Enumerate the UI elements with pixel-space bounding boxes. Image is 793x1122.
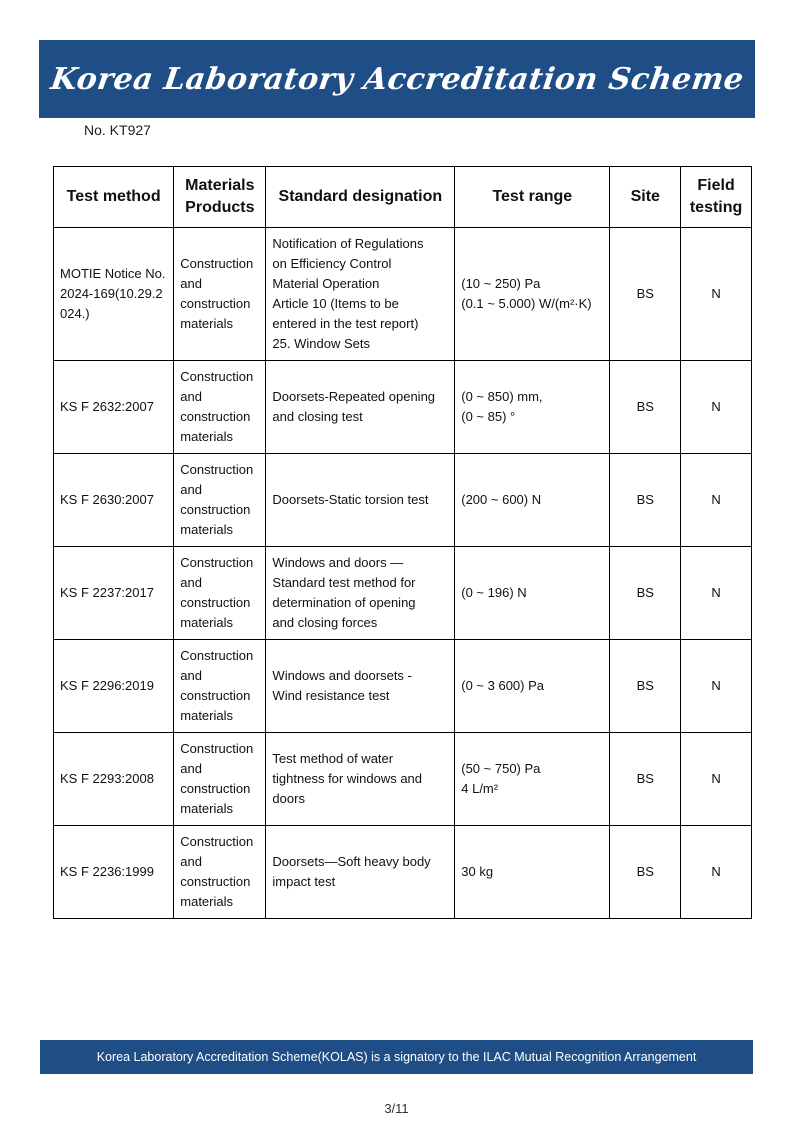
header-materials-products: Materials Products xyxy=(174,167,266,228)
table-row xyxy=(54,640,752,733)
cell-materials: Construction and construction materials xyxy=(174,228,266,361)
accreditation-scope-table xyxy=(53,166,752,919)
header-standard-designation: Standard designation xyxy=(266,167,455,228)
cell-standard: Windows and doorsets - Wind resistance test xyxy=(266,640,455,733)
cell-range: (0 ~ 850) mm, (0 ~ 85) ° xyxy=(455,361,610,454)
cell-test-method: MOTIE Notice No. 2024-169(10.29.2 024.) xyxy=(54,228,174,361)
table-row xyxy=(54,826,752,919)
cell-field: N xyxy=(681,733,752,826)
footer-banner xyxy=(40,1040,753,1074)
cell-range: 30 kg xyxy=(455,826,610,919)
table-row xyxy=(54,547,752,640)
cell-field: N xyxy=(681,454,752,547)
cell-field: N xyxy=(681,228,752,361)
table-row xyxy=(54,228,752,361)
certificate-number: No. KT927 xyxy=(84,122,151,138)
cell-standard: Windows and doors — Standard test method for determination of opening and closing forces xyxy=(266,547,455,640)
cell-field: N xyxy=(681,640,752,733)
cell-range: (0 ~ 196) N xyxy=(455,547,610,640)
cell-test-method: KS F 2293:2008 xyxy=(54,733,174,826)
cell-materials: Construction and construction materials xyxy=(174,454,266,547)
cell-standard: Notification of Regulations on Efficiency Control Material Operation Article 10 (Items to be entered in the test report) 25. Window Sets xyxy=(266,228,455,361)
table-row xyxy=(54,454,752,547)
header-site: Site xyxy=(610,167,681,228)
cell-test-method: KS F 2296:2019 xyxy=(54,640,174,733)
cell-site: BS xyxy=(610,454,681,547)
cell-range: (0 ~ 3 600) Pa xyxy=(455,640,610,733)
header-title: Korea Laboratory Accreditation Scheme xyxy=(48,61,746,97)
cell-test-method: KS F 2632:2007 xyxy=(54,361,174,454)
cell-site: BS xyxy=(610,361,681,454)
cell-materials: Construction and construction materials xyxy=(174,547,266,640)
cell-site: BS xyxy=(610,228,681,361)
cell-standard: Doorsets-Repeated opening and closing test xyxy=(266,361,455,454)
cell-range: (200 ~ 600) N xyxy=(455,454,610,547)
header-test-range: Test range xyxy=(455,167,610,228)
table-row xyxy=(54,733,752,826)
table-row xyxy=(54,361,752,454)
page-number: 3/11 xyxy=(384,1101,409,1116)
cell-materials: Construction and construction materials xyxy=(174,826,266,919)
cell-materials: Construction and construction materials xyxy=(174,361,266,454)
cell-range: (50 ~ 750) Pa 4 L/m² xyxy=(455,733,610,826)
cell-site: BS xyxy=(610,547,681,640)
cell-test-method: KS F 2236:1999 xyxy=(54,826,174,919)
cell-site: BS xyxy=(610,640,681,733)
cell-materials: Construction and construction materials xyxy=(174,733,266,826)
cell-site: BS xyxy=(610,826,681,919)
table-header-row xyxy=(54,167,752,228)
cell-range: (10 ~ 250) Pa (0.1 ~ 5.000) W/(m²·K) xyxy=(455,228,610,361)
cell-standard: Doorsets—Soft heavy body impact test xyxy=(266,826,455,919)
cell-field: N xyxy=(681,826,752,919)
cell-site: BS xyxy=(610,733,681,826)
cell-field: N xyxy=(681,547,752,640)
header-banner xyxy=(39,40,755,118)
cell-standard: Doorsets-Static torsion test xyxy=(266,454,455,547)
header-field-testing: Field testing xyxy=(681,167,752,228)
header-test-method: Test method xyxy=(54,167,174,228)
cell-test-method: KS F 2237:2017 xyxy=(54,547,174,640)
cell-test-method: KS F 2630:2007 xyxy=(54,454,174,547)
cell-materials: Construction and construction materials xyxy=(174,640,266,733)
footer-text: Korea Laboratory Accreditation Scheme(KOLAS) is a signatory to the ILAC Mutual Recognition Arrangement xyxy=(96,1050,697,1064)
cell-standard: Test method of water tightness for windows and doors xyxy=(266,733,455,826)
cell-field: N xyxy=(681,361,752,454)
